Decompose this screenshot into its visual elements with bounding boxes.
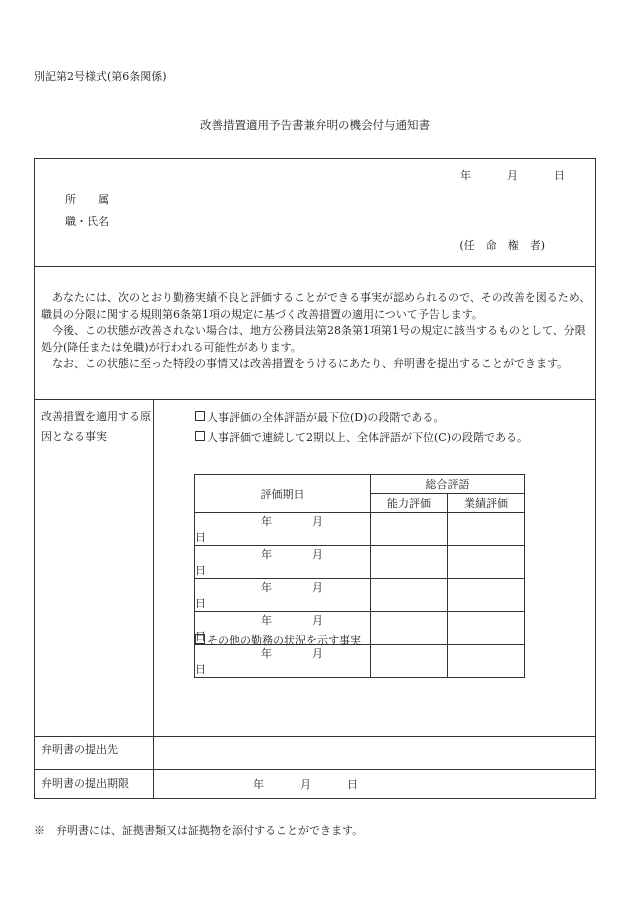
- appointer-label: (任 命 権 者): [459, 239, 545, 252]
- issue-date-month: 月: [507, 169, 518, 182]
- row-year: 年: [261, 515, 272, 528]
- notice-paragraph: なお、この状態に至った特段の事情又は改善措置をうけるにあたり、弁明書を提出することができます。: [52, 357, 569, 370]
- deadline-date: [253, 776, 358, 792]
- performance-cell[interactable]: [448, 579, 525, 612]
- check-label: 人事評価で連続して2期以上、全体評語が下位(C)の段階である。: [207, 431, 528, 444]
- performance-cell[interactable]: [448, 546, 525, 579]
- performance-cell[interactable]: [448, 645, 525, 678]
- row-day: 日: [195, 531, 206, 544]
- destination-label: 弁明書の提出先: [41, 743, 118, 756]
- table-row: [195, 546, 525, 579]
- check-item-other: [195, 632, 361, 648]
- ability-cell[interactable]: [371, 612, 448, 645]
- issue-date-year: 年: [460, 169, 471, 182]
- row-month: 月: [312, 614, 323, 627]
- deadline-day: 日: [347, 778, 358, 791]
- notice-paragraph: あなたには、次のとおり勤務実績不良と評価することができる事実が認められるので、その改善を図るため、職員の分限に関する規則第6条第1項の規定に基づく改善措置の適用について予告します。: [41, 291, 591, 321]
- performance-cell[interactable]: [448, 612, 525, 645]
- ability-header: 能力評価: [371, 494, 448, 513]
- row-month: 月: [312, 647, 323, 660]
- row-month: 月: [312, 548, 323, 561]
- check-item-c: [195, 429, 528, 445]
- divider: [35, 399, 595, 400]
- deadline-month: 月: [300, 778, 311, 791]
- divider: [35, 736, 595, 737]
- divider: [35, 769, 595, 770]
- checkbox[interactable]: [195, 431, 205, 441]
- table-row: [195, 579, 525, 612]
- period-date: [195, 513, 371, 546]
- row-day: 日: [195, 630, 206, 643]
- row-year: 年: [261, 581, 272, 594]
- column-divider: [153, 399, 154, 798]
- divider: [35, 266, 595, 267]
- row-day: 日: [195, 597, 206, 610]
- table-row: [195, 513, 525, 546]
- check-label: その他の勤務の状況を示す事実: [207, 634, 361, 647]
- ability-cell[interactable]: [371, 513, 448, 546]
- ability-cell[interactable]: [371, 579, 448, 612]
- name-label: 職・氏名: [65, 215, 109, 228]
- table-row: [195, 645, 525, 678]
- notice-text: [41, 290, 591, 373]
- facts-label: 改善措置を適用する原因となる事実: [41, 410, 151, 443]
- ability-cell[interactable]: [371, 546, 448, 579]
- form-id: 別記第2号様式(第6条関係): [34, 70, 167, 83]
- issue-date: [460, 167, 565, 183]
- deadline-year: 年: [253, 778, 264, 791]
- row-year: 年: [261, 647, 272, 660]
- performance-cell[interactable]: [448, 513, 525, 546]
- row-day: 日: [195, 663, 206, 676]
- check-item-d: [195, 409, 444, 425]
- row-month: 月: [312, 581, 323, 594]
- performance-header: 業績評価: [448, 494, 525, 513]
- period-date: [195, 546, 371, 579]
- period-date: [195, 645, 371, 678]
- issue-date-day: 日: [554, 169, 565, 182]
- row-year: 年: [261, 548, 272, 561]
- row-month: 月: [312, 515, 323, 528]
- check-label: 人事評価の全体評語が最下位(D)の段階である。: [207, 411, 445, 424]
- document-title: 改善措置適用予告書兼弁明の機会付与通知書: [200, 118, 430, 132]
- footnote: ※ 弁明書には、証拠書類又は証拠物を添付することができます。: [34, 824, 364, 837]
- form-frame: [34, 158, 596, 799]
- period-header: 評価期日: [195, 475, 371, 513]
- row-year: 年: [261, 614, 272, 627]
- row-day: 日: [195, 564, 206, 577]
- deadline-label: 弁明書の提出期限: [41, 777, 129, 790]
- checkbox[interactable]: [195, 411, 205, 421]
- checkbox[interactable]: [195, 634, 205, 644]
- ability-cell[interactable]: [371, 645, 448, 678]
- affiliation-label: 所 属: [65, 193, 109, 206]
- notice-paragraph: 今後、この状態が改善されない場合は、地方公務員法第28条第1項第1号の規定に該当するものとして、分限処分(降任または免職)が行われる可能性があります。: [41, 324, 586, 354]
- overall-header: 総合評語: [371, 475, 525, 494]
- period-date: [195, 579, 371, 612]
